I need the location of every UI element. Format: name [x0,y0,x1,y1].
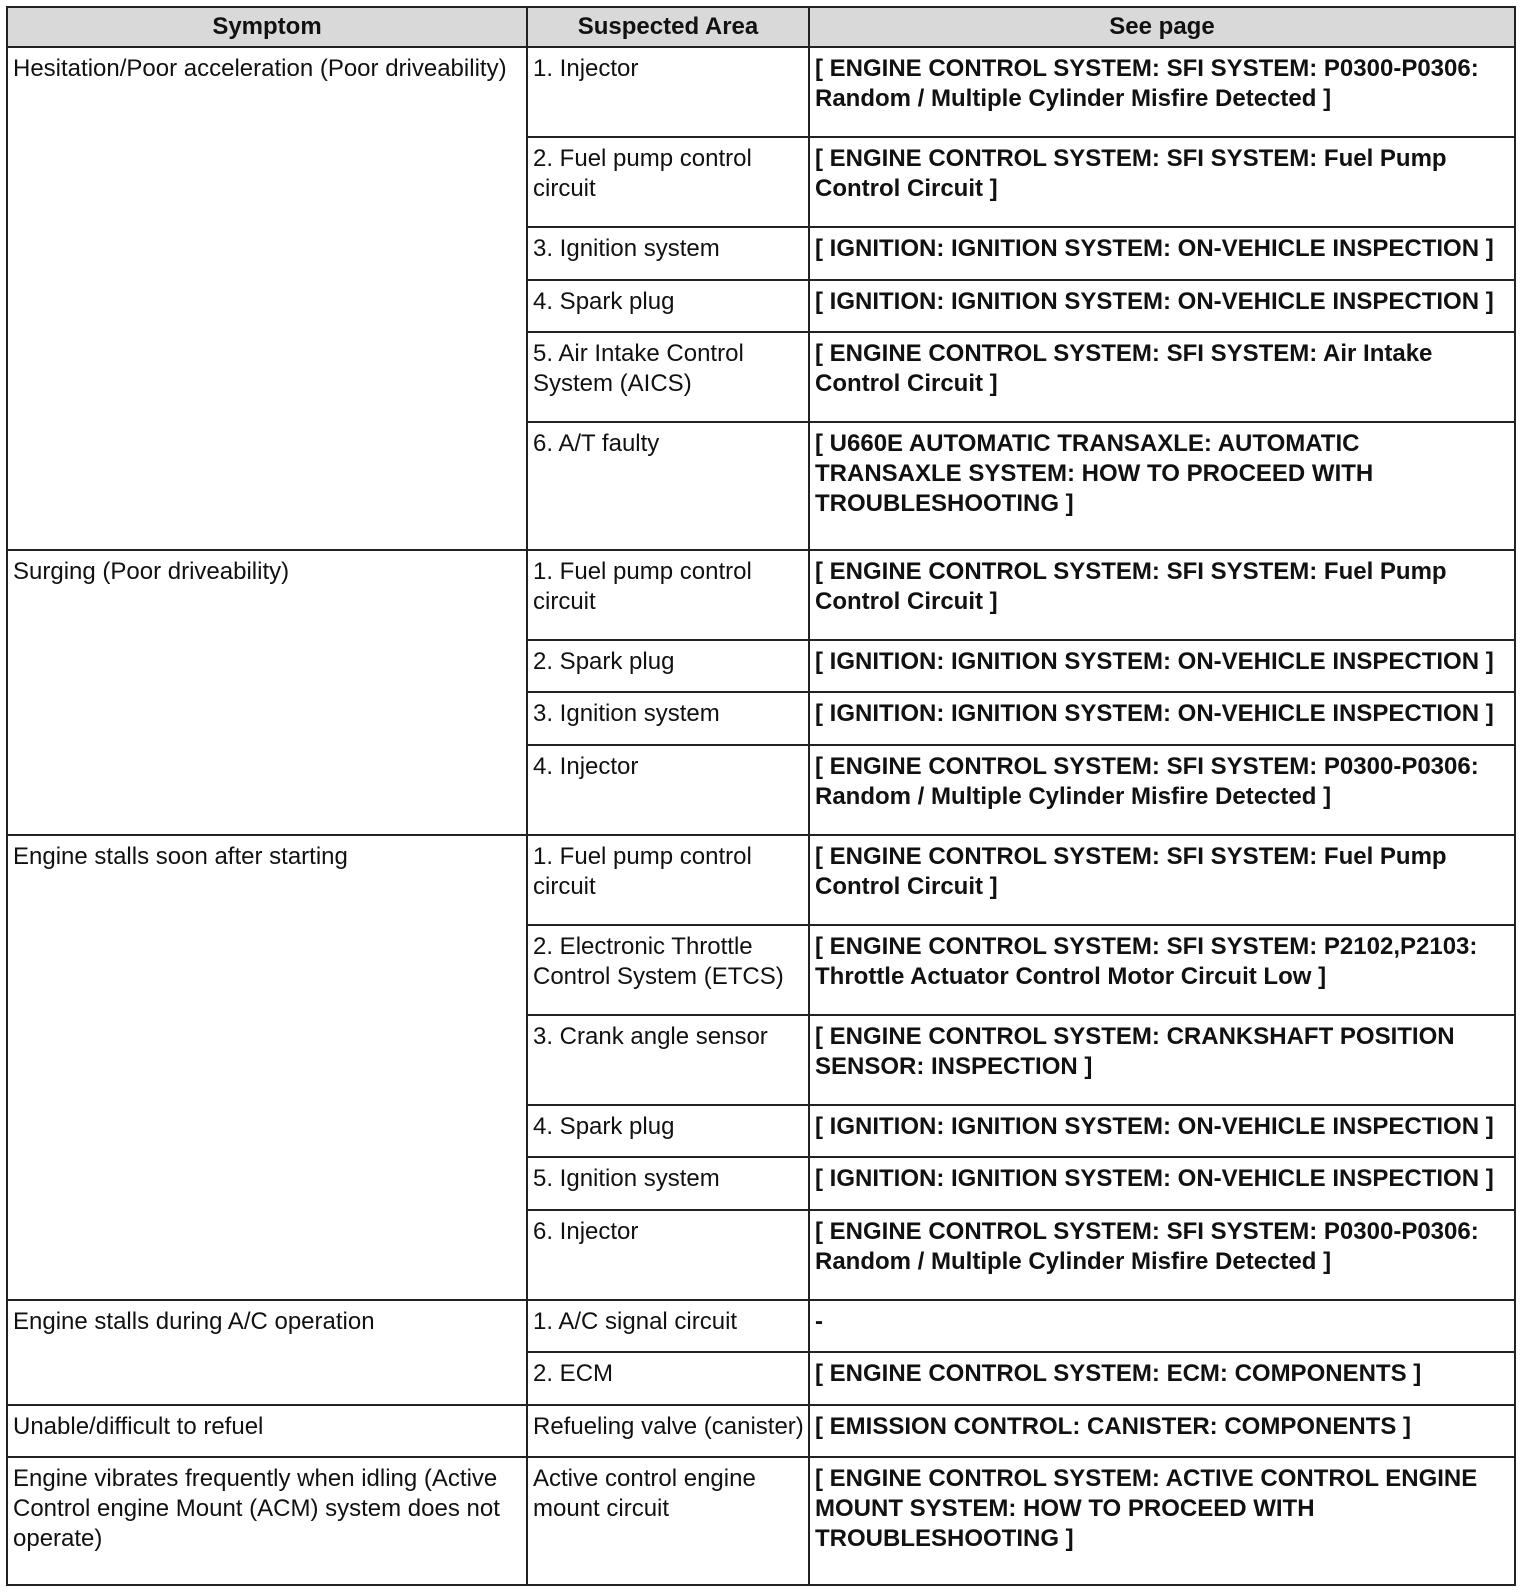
suspected-area-cell: 1. A/C signal circuit [527,1300,809,1353]
see-page-cell: [ ENGINE CONTROL SYSTEM: SFI SYSTEM: P0300-P0306: Random / Multiple Cylinder Misfire Detected ] [809,745,1515,835]
header-suspected-area: Suspected Area [527,7,809,47]
see-page-cell: [ ENGINE CONTROL SYSTEM: SFI SYSTEM: Fuel Pump Control Circuit ] [809,137,1515,227]
see-page-cell: [ IGNITION: IGNITION SYSTEM: ON-VEHICLE INSPECTION ] [809,640,1515,693]
suspected-area-cell: 4. Spark plug [527,280,809,333]
suspected-area-cell: 5. Air Intake Control System (AICS) [527,332,809,422]
symptom-cell: Surging (Poor driveability) [7,550,527,835]
header-symptom: Symptom [7,7,527,47]
suspected-area-cell: 1. Fuel pump control circuit [527,835,809,925]
see-page-cell: - [809,1300,1515,1353]
suspected-area-cell: 3. Crank angle sensor [527,1015,809,1105]
symptom-cell: Hesitation/Poor acceleration (Poor driveability) [7,47,527,550]
suspected-area-cell: 6. Injector [527,1210,809,1300]
see-page-cell: [ IGNITION: IGNITION SYSTEM: ON-VEHICLE INSPECTION ] [809,280,1515,333]
symptom-cell: Engine stalls soon after starting [7,835,527,1300]
see-page-cell: [ EMISSION CONTROL: CANISTER: COMPONENTS ] [809,1405,1515,1458]
suspected-area-cell: 1. Fuel pump control circuit [527,550,809,640]
see-page-cell: [ IGNITION: IGNITION SYSTEM: ON-VEHICLE INSPECTION ] [809,227,1515,280]
symptom-cell: Unable/difficult to refuel [7,1405,527,1458]
suspected-area-cell: 2. Fuel pump control circuit [527,137,809,227]
see-page-cell: [ IGNITION: IGNITION SYSTEM: ON-VEHICLE INSPECTION ] [809,692,1515,745]
table-row [7,1457,1515,1585]
symptom-cell: Engine vibrates frequently when idling (Active Control engine Mount (ACM) system does not operate) [7,1457,527,1585]
see-page-cell: [ ENGINE CONTROL SYSTEM: SFI SYSTEM: Fuel Pump Control Circuit ] [809,550,1515,640]
symptom-table [6,6,1516,1586]
header-row [7,7,1515,47]
suspected-area-cell: 2. ECM [527,1352,809,1405]
suspected-area-cell: 2. Electronic Throttle Control System (ETCS) [527,925,809,1015]
see-page-cell: [ ENGINE CONTROL SYSTEM: CRANKSHAFT POSITION SENSOR: INSPECTION ] [809,1015,1515,1105]
see-page-cell: [ IGNITION: IGNITION SYSTEM: ON-VEHICLE INSPECTION ] [809,1105,1515,1158]
see-page-cell: [ ENGINE CONTROL SYSTEM: SFI SYSTEM: P0300-P0306: Random / Multiple Cylinder Misfire Detected ] [809,1210,1515,1300]
see-page-cell: [ ENGINE CONTROL SYSTEM: ECM: COMPONENTS ] [809,1352,1515,1405]
suspected-area-cell: 4. Spark plug [527,1105,809,1158]
table-row [7,1405,1515,1458]
suspected-area-cell: 5. Ignition system [527,1157,809,1210]
see-page-cell: [ ENGINE CONTROL SYSTEM: SFI SYSTEM: P2102,P2103: Throttle Actuator Control Motor Circuit Low ] [809,925,1515,1015]
see-page-cell: [ ENGINE CONTROL SYSTEM: SFI SYSTEM: Fuel Pump Control Circuit ] [809,835,1515,925]
see-page-cell: [ ENGINE CONTROL SYSTEM: ACTIVE CONTROL ENGINE MOUNT SYSTEM: HOW TO PROCEED WITH TROUBLESHOOTING ] [809,1457,1515,1585]
table-row [7,835,1515,925]
table-row [7,550,1515,640]
table-row [7,47,1515,137]
suspected-area-cell: 3. Ignition system [527,692,809,745]
see-page-cell: [ IGNITION: IGNITION SYSTEM: ON-VEHICLE INSPECTION ] [809,1157,1515,1210]
suspected-area-cell: Active control engine mount circuit [527,1457,809,1585]
suspected-area-cell: Refueling valve (canister) [527,1405,809,1458]
symptom-cell: Engine stalls during A/C operation [7,1300,527,1405]
see-page-cell: [ ENGINE CONTROL SYSTEM: SFI SYSTEM: P0300-P0306: Random / Multiple Cylinder Misfire Detected ] [809,47,1515,137]
suspected-area-cell: 1. Injector [527,47,809,137]
table-row [7,1300,1515,1353]
suspected-area-cell: 3. Ignition system [527,227,809,280]
suspected-area-cell: 4. Injector [527,745,809,835]
suspected-area-cell: 6. A/T faulty [527,422,809,550]
see-page-cell: [ ENGINE CONTROL SYSTEM: SFI SYSTEM: Air Intake Control Circuit ] [809,332,1515,422]
suspected-area-cell: 2. Spark plug [527,640,809,693]
header-see-page: See page [809,7,1515,47]
table-body [7,47,1515,1585]
see-page-cell: [ U660E AUTOMATIC TRANSAXLE: AUTOMATIC TRANSAXLE SYSTEM: HOW TO PROCEED WITH TROUBLESHOOTING ] [809,422,1515,550]
